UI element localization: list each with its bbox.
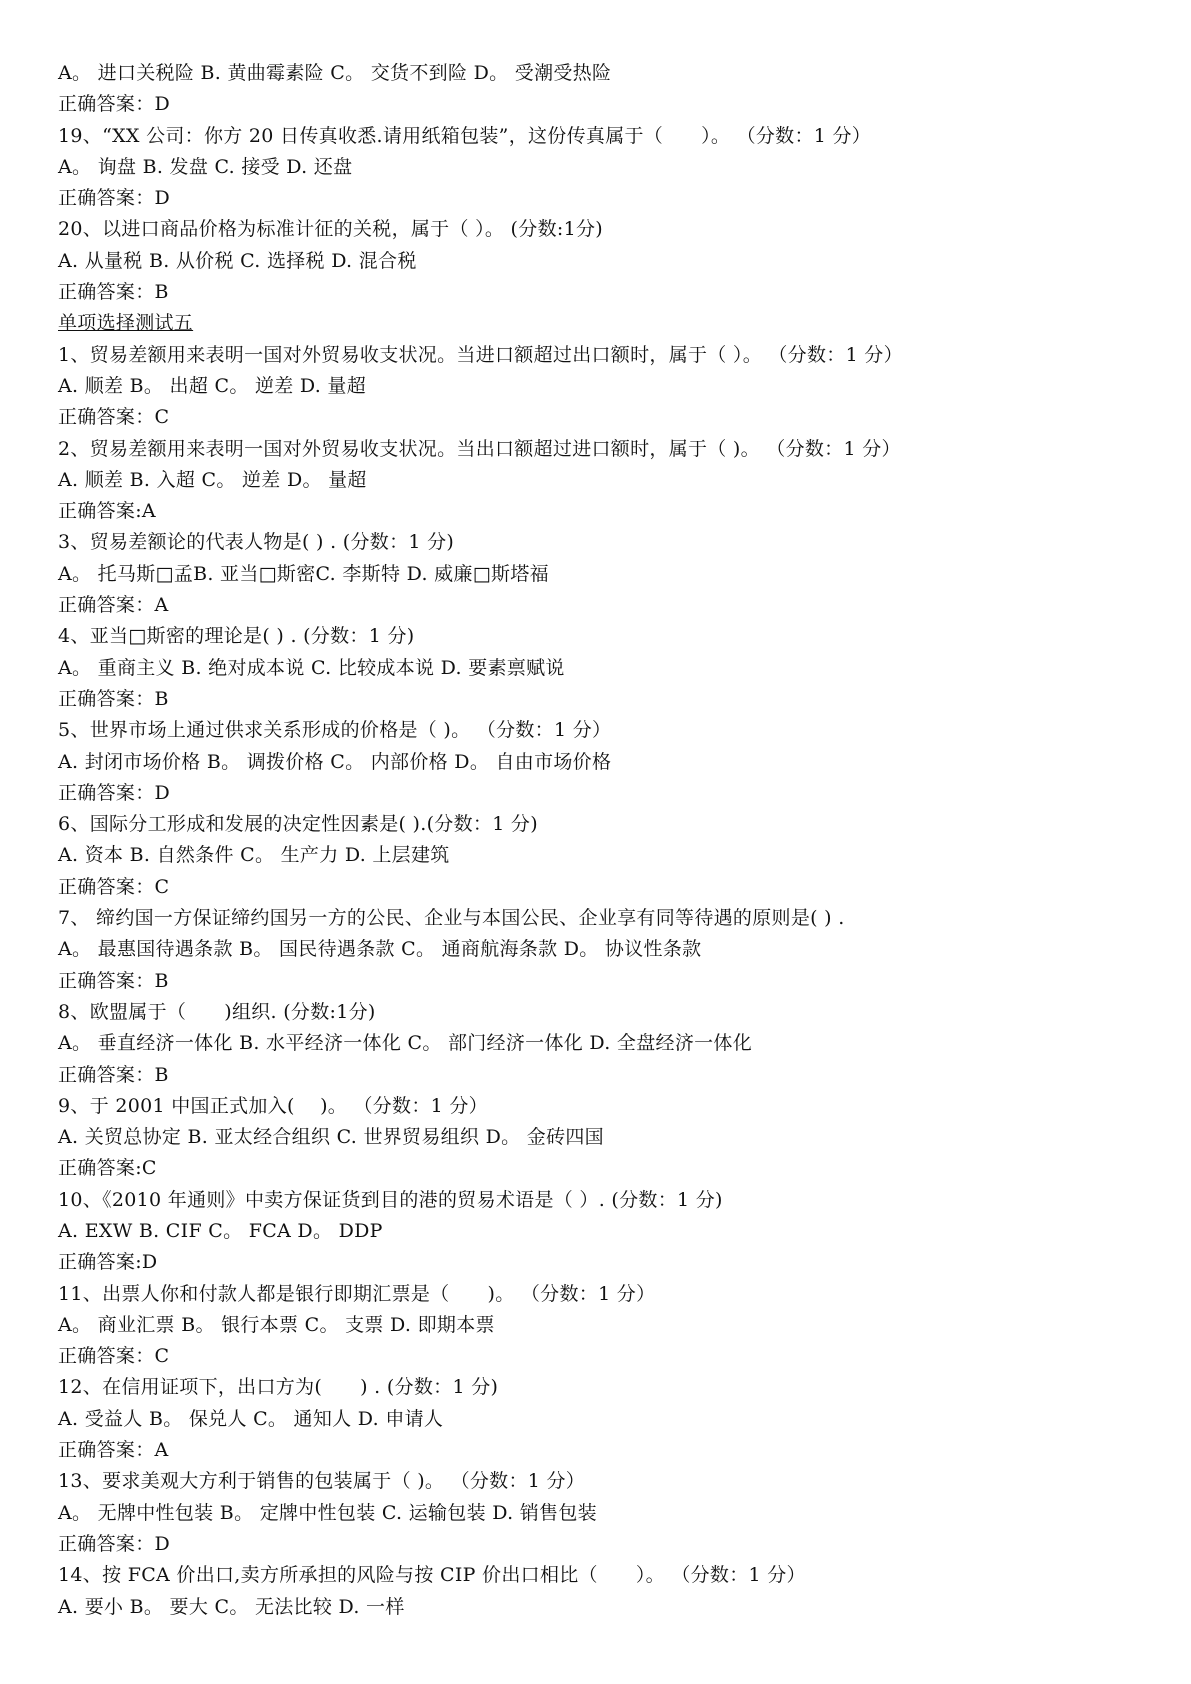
question-text: 2、贸易差额用来表明一国对外贸易收支状况。当出口额超过进口额时，属于（ )。 （分数：1 分）: [58, 437, 901, 460]
question-text: 4、亚当□斯密的理论是( ) . (分数：1 分): [58, 625, 415, 648]
question-text: 10、《2010 年通则》中卖方保证货到目的港的贸易术语是（ ）. (分数：1 分): [58, 1188, 723, 1211]
correct-answer: 正确答案:A: [58, 500, 156, 523]
answer-options: A. 资本 B. 自然条件 C。 生产力 D. 上层建筑: [58, 844, 450, 867]
correct-answer: 正确答案：B: [58, 281, 169, 304]
answer-options: A. EXW B. CIF C。 FCA D。 DDP: [58, 1219, 383, 1242]
answer-options: A。 重商主义 B. 绝对成本说 C. 比较成本说 D. 要素禀赋说: [58, 656, 565, 679]
answer-options: A。 垂直经济一体化 B. 水平经济一体化 C。 部门经济一体化 D. 全盘经济一体化: [58, 1032, 753, 1055]
question-text: 12、在信用证项下，出口方为( ) . (分数：1 分): [58, 1376, 499, 1399]
answer-options: A。 进口关税险 B. 黄曲霉素险 C。 交货不到险 D。 受潮受热险: [58, 62, 612, 84]
question-text: 20、以进口商品价格为标准计征的关税，属于（ ）。 (分数:1分): [58, 218, 603, 241]
answer-options: A。 商业汇票 B。 银行本票 C。 支票 D. 即期本票: [58, 1313, 495, 1336]
answer-options: A. 受益人 B。 保兑人 C。 通知人 D. 申请人: [58, 1407, 444, 1430]
correct-answer: 正确答案：D: [58, 93, 171, 116]
answer-options: A. 顺差 B. 入超 C。 逆差 D。 量超: [58, 468, 367, 491]
answer-options: A。 最惠国待遇条款 B。 国民待遇条款 C。 通商航海条款 D。 协议性条款: [58, 938, 702, 961]
correct-answer: 正确答案：D: [58, 781, 171, 804]
correct-answer: 正确答案：C: [58, 406, 170, 429]
correct-answer: 正确答案:C: [58, 1157, 157, 1180]
document-page: [58, 58, 1148, 1623]
question-text: 14、按 FCA 价出口,卖方所承担的风险与按 CIP 价出口相比（ ）。 （分数：1 分）: [58, 1564, 806, 1587]
correct-answer: 正确答案：C: [58, 1345, 170, 1368]
section-heading: 单项选择测试五: [58, 312, 194, 335]
answer-options: A。 托马斯□孟B. 亚当□斯密C. 李斯特 D. 威廉□斯塔福: [58, 562, 549, 585]
answer-options: A. 要小 B。 要大 C。 无法比较 D. 一样: [58, 1595, 405, 1618]
correct-answer: 正确答案：C: [58, 875, 170, 898]
question-text: 1、贸易差额用来表明一国对外贸易收支状况。当进口额超过出口额时，属于（ ）。 （分数：1 分）: [58, 343, 903, 366]
correct-answer: 正确答案：D: [58, 187, 171, 210]
correct-answer: 正确答案：D: [58, 1532, 171, 1555]
question-text: 11、出票人你和付款人都是银行即期汇票是（ )。 （分数：1 分）: [58, 1282, 656, 1305]
question-text: 8、欧盟属于（ )组织. (分数:1分): [58, 1000, 376, 1023]
question-text: 6、国际分工形成和发展的决定性因素是( ).(分数：1 分): [58, 813, 538, 836]
correct-answer: 正确答案：A: [58, 594, 169, 617]
answer-options: A。 询盘 B. 发盘 C. 接受 D. 还盘: [58, 155, 353, 178]
question-text: 7、 缔约国一方保证缔约国另一方的公民、企业与本国公民、企业享有同等待遇的原则是( ) .: [58, 907, 845, 930]
question-text: 3、贸易差额论的代表人物是( ) . (分数：1 分): [58, 531, 455, 554]
question-text: 9、于 2001 中国正式加入( )。 （分数：1 分）: [58, 1094, 488, 1117]
answer-options: A。 无牌中性包装 B。 定牌中性包装 C. 运输包装 D. 销售包装: [58, 1501, 597, 1524]
correct-answer: 正确答案：B: [58, 1063, 169, 1086]
answer-options: A. 顺差 B。 出超 C。 逆差 D. 量超: [58, 374, 367, 397]
correct-answer: 正确答案:D: [58, 1251, 158, 1274]
question-text: 19、“XX 公司：你方 20 日传真收悉.请用纸箱包装”，这份传真属于（ ）。 （分数：1 分）: [58, 124, 872, 147]
question-text: 13、要求美观大方利于销售的包装属于（ )。 （分数：1 分）: [58, 1470, 586, 1493]
answer-options: A. 封闭市场价格 B。 调拨价格 C。 内部价格 D。 自由市场价格: [58, 750, 612, 773]
correct-answer: 正确答案：B: [58, 687, 169, 710]
correct-answer: 正确答案：B: [58, 969, 169, 992]
correct-answer: 正确答案：A: [58, 1439, 169, 1462]
question-text: 5、世界市场上通过供求关系形成的价格是（ )。 （分数：1 分）: [58, 719, 612, 742]
answer-options: A. 从量税 B. 从价税 C. 选择税 D. 混合税: [58, 249, 417, 272]
answer-options: A. 关贸总协定 B. 亚太经合组织 C. 世界贸易组织 D。 金砖四国: [58, 1126, 604, 1149]
